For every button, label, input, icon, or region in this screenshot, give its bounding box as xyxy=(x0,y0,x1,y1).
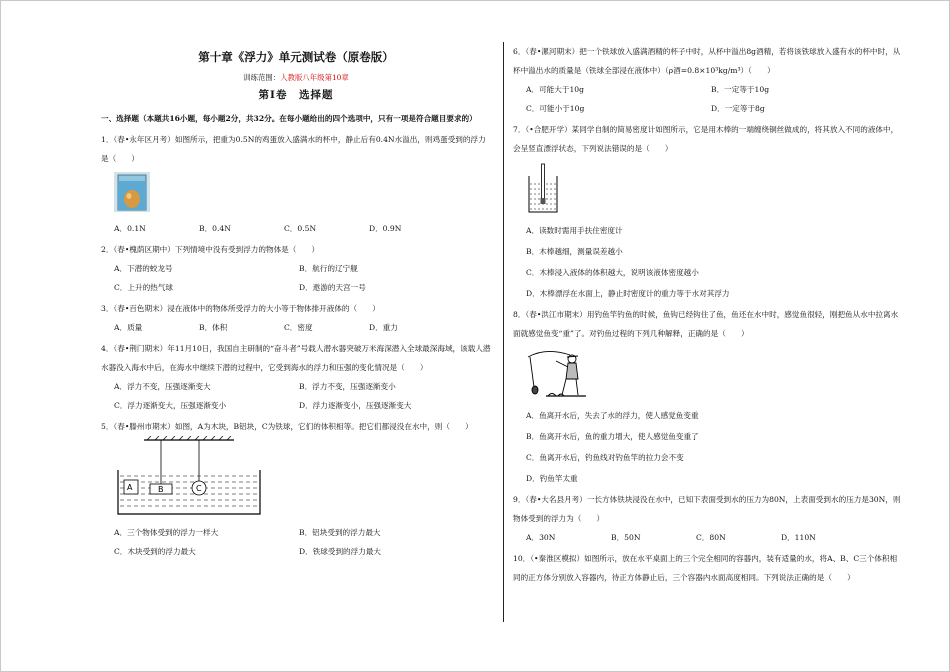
question-7-option-b[interactable]: B．木棒越细，测量误差越小 xyxy=(526,247,623,256)
question-stem: （春•荆门期末）年11月10日，我国自主研制的“奋斗者”号载人潜水器突破万米海深潜入全球最深海域，该载人潜水器没入海水中后，在海水中继续下潜的过程中，它受到海水的浮力和压强的变化情况是（ ） xyxy=(101,344,491,372)
question-3 xyxy=(101,299,491,318)
option-a[interactable]: A．0.1N xyxy=(114,224,146,233)
question-5-options xyxy=(114,523,491,561)
question-stem: （春•洪江市期末）用钓鱼竿钓鱼的时候，鱼钩已经钩住了鱼，鱼还在水中时，感觉鱼很轻，刚把鱼从水中拉离水面就感觉鱼变“重”了。对钓鱼过程的下列几种解释，正确的是（ ） xyxy=(513,310,899,338)
question-8-option-c[interactable]: C．鱼离开水后，钓鱼线对钓鱼竿的拉力会不变 xyxy=(526,453,684,462)
question-9-options xyxy=(526,528,903,547)
option-b[interactable]: B．50N xyxy=(611,533,641,542)
option-b[interactable]: B．航行的辽宁舰 xyxy=(299,264,358,273)
option-d[interactable]: D．重力 xyxy=(369,323,398,332)
option-c[interactable]: C．可能小于10g xyxy=(526,104,585,113)
option-c[interactable]: C．上升的热气球 xyxy=(114,283,173,292)
part-title: 第Ⅰ卷 选择题 xyxy=(258,89,334,101)
question-6-options xyxy=(526,80,903,118)
option-b[interactable]: B．0.4N xyxy=(199,224,231,233)
option-b[interactable]: B．铝块受到的浮力最大 xyxy=(299,528,381,537)
scope-value: 人教版八年级第10章 xyxy=(280,73,349,82)
option-a[interactable]: A．下潜的蛟龙号 xyxy=(114,264,173,273)
question-1 xyxy=(101,130,491,168)
question-10 xyxy=(513,549,903,587)
question-7 xyxy=(513,120,903,158)
option-b[interactable]: B．浮力不变，压强逐渐变小 xyxy=(299,382,396,391)
density-meter-figure xyxy=(526,162,903,217)
section-instructions: 一、选择题（本题共16小题，每小题2分，共32分。在每小题给出的四个选项中，只有一项是符合题目要求的） xyxy=(101,114,477,123)
question-8-option-d[interactable]: D．钓鱼竿太重 xyxy=(526,474,578,483)
question-number: 8． xyxy=(513,310,526,319)
question-4 xyxy=(101,339,491,377)
question-stem: （春•大名县月考）一长方体铁块浸没在水中，已知下表面受到水的压力为80N，上表面受到水的压力是30N，则物体受到的浮力为（ ） xyxy=(513,495,901,523)
option-c[interactable]: C．木块受到的浮力最大 xyxy=(114,547,196,556)
figure-label-a: A xyxy=(127,483,133,492)
question-stem: （春•滕州市期末）如图，A为木块，B铝块，C为铁球，它们的体积相等。把它们都浸没在水中，则（ ） xyxy=(113,422,473,431)
three-objects-tank-figure xyxy=(114,436,491,519)
figure-label-c: C xyxy=(196,484,202,493)
option-a[interactable]: A．可能大于10g xyxy=(526,85,584,94)
option-d[interactable]: D．浮力逐渐变小，压强逐渐变大 xyxy=(299,401,412,410)
question-stem: （春•永年区月考）如图所示，把重为0.5N的鸡蛋放入盛满水的杯中，静止后有0.4N水溢出，则鸡蛋受到的浮力是（ ） xyxy=(101,135,486,163)
question-number: 3． xyxy=(101,304,114,313)
option-d[interactable]: D．110N xyxy=(781,533,816,542)
option-d[interactable]: D．铁球受到的浮力最大 xyxy=(299,547,382,556)
left-column xyxy=(101,40,491,561)
scope-label: 训练范围： xyxy=(243,73,281,82)
question-stem: （春•百色期末）浸在液体中的物体所受浮力的大小等于物体排开液体的（ ） xyxy=(113,304,380,313)
question-4-options xyxy=(114,377,491,415)
question-number: 5． xyxy=(101,422,114,431)
question-number: 1． xyxy=(101,135,114,144)
question-7-option-a[interactable]: A．读数时需用手扶住密度计 xyxy=(526,226,623,235)
question-stem: （春•槐荫区期中）下列情境中没有受到浮力的物体是（ ） xyxy=(113,245,320,254)
option-c[interactable]: C．密度 xyxy=(284,323,313,332)
question-8-option-a[interactable]: A．鱼离开水后，失去了水的浮力，使人感觉鱼变重 xyxy=(526,411,699,420)
question-number: 9． xyxy=(513,495,526,504)
option-b[interactable]: B．一定等于10g xyxy=(711,85,770,94)
option-c[interactable]: C．0.5N xyxy=(284,224,317,233)
question-2-options xyxy=(114,259,491,297)
option-d[interactable]: D．一定等于8g xyxy=(711,104,765,113)
question-7-option-d[interactable]: D．木棒漂浮在水面上，静止时密度计的重力等于水对其浮力 xyxy=(526,289,730,298)
question-number: 2． xyxy=(101,245,114,254)
question-number: 4． xyxy=(101,344,114,353)
question-stem: （•秦淮区模拟）如图所示，放在水平桌面上的三个完全相同的容器内，装有适量的水，将A、B、C三个体积相同的正方体分别放入容器内，待正方体静止后，三个容器内水面高度相同。下列说法正确的是（ ） xyxy=(513,554,898,582)
question-3-options xyxy=(114,318,491,337)
figure-label-b: B xyxy=(158,485,164,494)
option-c[interactable]: C．浮力逐渐变大，压强逐渐变小 xyxy=(114,401,227,410)
question-9 xyxy=(513,490,903,528)
question-7-option-c[interactable]: C．木棒浸入液体的体积越大，说明该液体密度越小 xyxy=(526,268,699,277)
option-a[interactable]: A．浮力不变，压强逐渐变大 xyxy=(114,382,211,391)
question-6 xyxy=(513,42,903,80)
question-5 xyxy=(101,417,491,436)
question-number: 6． xyxy=(513,47,526,56)
egg-in-beaker-figure xyxy=(114,172,491,215)
option-b[interactable]: B．体积 xyxy=(199,323,228,332)
option-a[interactable]: A．30N xyxy=(526,533,556,542)
question-number: 7． xyxy=(513,125,526,134)
question-stem: （春•漯河期末）把一个铁球放入盛满酒精的杯子中时，从杯中溢出8g酒精，若将该铁球放入盛有水的杯中时，从杯中溢出水的质量是（铁球全部浸在液体中）（ρ酒=0.8×10³kg/m³）（ ） xyxy=(513,47,901,75)
option-a[interactable]: A．质量 xyxy=(114,323,143,332)
question-8 xyxy=(513,305,903,343)
option-d[interactable]: D．遨游的天宫一号 xyxy=(299,283,366,292)
column-divider xyxy=(503,42,504,622)
page-title: 第十章《浮力》单元测试卷（原卷版） xyxy=(198,50,394,64)
fishing-man-figure xyxy=(526,347,903,402)
question-2 xyxy=(101,240,491,259)
question-stem: （•合肥开学）某同学自制的简易密度计如图所示，它是用木棒的一端缠绕铜丝做成的，将其放入不同的液体中，会呈竖直漂浮状态，下列说法错误的是（ ） xyxy=(513,125,899,153)
question-number: 10． xyxy=(513,554,531,563)
question-1-options xyxy=(114,219,491,238)
option-a[interactable]: A．三个物体受到的浮力一样大 xyxy=(114,528,219,537)
question-8-option-b[interactable]: B．鱼离开水后，鱼的重力增大，使人感觉鱼变重了 xyxy=(526,432,699,441)
training-scope xyxy=(101,72,491,84)
right-column xyxy=(513,40,903,587)
option-c[interactable]: C．80N xyxy=(696,533,726,542)
option-d[interactable]: D．0.9N xyxy=(369,224,402,233)
